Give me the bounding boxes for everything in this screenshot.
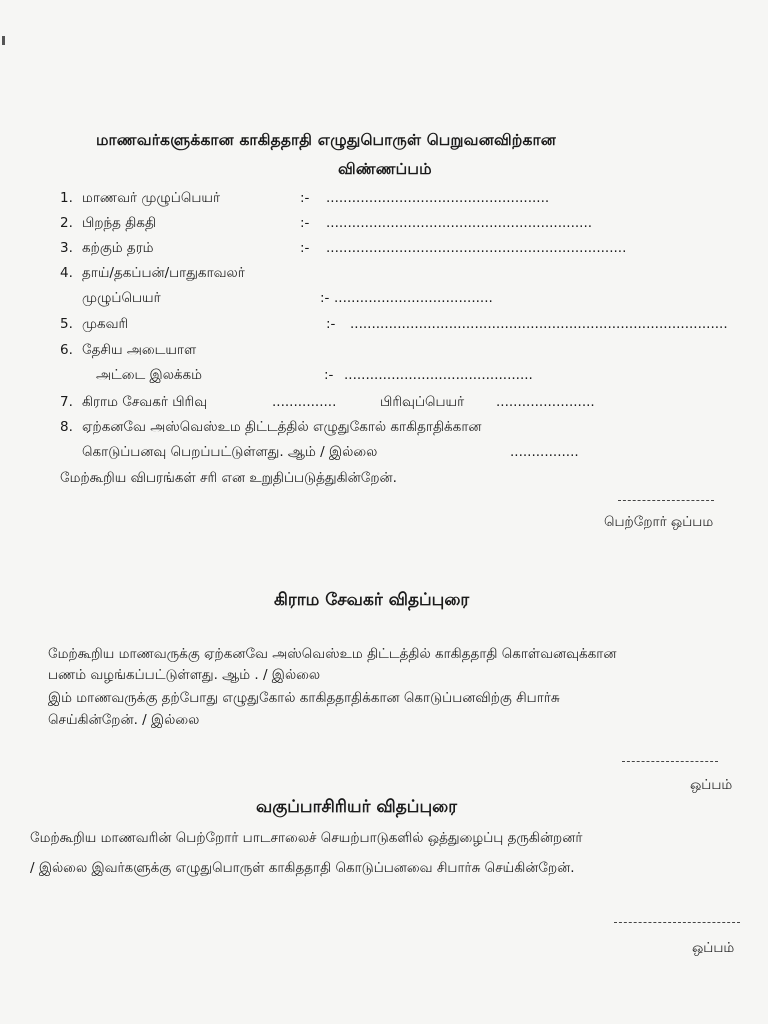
item-1-field[interactable]: .................................................... [326, 190, 550, 206]
item-8-label2: கொடுப்பனவு பெறப்பட்டுள்ளது. ஆம் / இல்லை [82, 444, 378, 460]
item-5: 5. முகவரி [60, 316, 129, 332]
item-label: முகவரி [82, 316, 129, 332]
form-title-line2: விண்ணப்பம் [338, 160, 432, 178]
gs-line-4: செய்கின்றேன். / இல்லை [48, 712, 200, 728]
form-title-line1: மாணவர்களுக்கான காகிததாதி எழுதுபொருள் பெறுவனவிற்கான [96, 131, 556, 149]
item-7-field-b[interactable]: ....................... [496, 394, 595, 410]
teacher-signature-line[interactable] [614, 922, 740, 923]
item-7-field[interactable]: ............... [272, 394, 337, 410]
item-6-label2: அட்டை இலக்கம் [96, 367, 203, 383]
parent-signature-line[interactable] [618, 500, 714, 501]
gs-line-1: மேற்கூறிய மாணவருக்கு ஏற்கனவே அஸ்வெஸ்உம திட்டத்தில் காகிததாதி கொள்வனவுக்கான [48, 646, 617, 662]
item-3: 3. கற்கும் தரம் [60, 240, 154, 256]
item-2-field[interactable]: .............................................................. [326, 215, 593, 231]
gs-signature-line[interactable] [622, 761, 718, 762]
item-3-field[interactable]: ...................................................................... [326, 240, 627, 256]
item-label: தாய்/தகப்பன்/பாதுகாவலர் [82, 265, 245, 281]
item-label: ஏற்கனவே அஸ்வெஸ்உம திட்டத்தில் எழுதுகோல் காகிதாதிக்கான [82, 419, 482, 435]
gs-section-heading: கிராம சேவகர் விதப்புரை [274, 590, 470, 610]
teacher-section-heading: வகுப்பாசிரியர் விதப்புரை [256, 797, 457, 817]
item-label: பிறந்த திகதி [82, 215, 157, 231]
item-label: மாணவர் முழுப்பெயர் [82, 190, 220, 206]
item-1-sep: :- [300, 190, 310, 206]
item-2: 2. பிறந்த திகதி [60, 215, 157, 231]
item-label: கற்கும் தரம் [82, 240, 154, 256]
item-3-sep: :- [300, 240, 310, 256]
parent-signature-label: பெற்றோர் ஒப்பம [604, 514, 714, 530]
item-6-field[interactable]: ............................................ [344, 367, 533, 383]
item-4-sep: :- [320, 290, 330, 306]
teacher-line-2: / இல்லை இவர்களுக்கு எழுதுபொருள் காகிததாதி கொடுப்பனவை சிபார்சு செய்கின்றேன். [30, 860, 575, 876]
scan-mark [2, 36, 5, 45]
item-4-field[interactable]: ..................................... [334, 290, 493, 306]
teacher-signature-label: ஒப்பம் [692, 940, 735, 956]
gs-line-2: பணம் வழங்கப்பட்டுள்ளது. ஆம் . / இல்லை [48, 667, 321, 683]
confirm-text: மேற்கூறிய விபரங்கள் சரி என உறுதிப்படுத்துகின்றேன். [60, 470, 397, 486]
item-6: 6. தேசிய அடையாள [60, 342, 197, 358]
item-5-field[interactable]: ........................................................................................ [350, 316, 728, 332]
item-label: கிராம சேவகர் பிரிவு [82, 394, 208, 410]
item-8-field[interactable]: ................ [510, 444, 579, 460]
item-7-label-b: பிரிவுப்பெயர் [380, 394, 465, 410]
gs-signature-label: ஒப்பம் [690, 777, 733, 793]
item-label: தேசிய அடையாள [82, 342, 197, 358]
item-7: 7. கிராம சேவகர் பிரிவு [60, 394, 208, 410]
item-8: 8. ஏற்கனவே அஸ்வெஸ்உம திட்டத்தில் எழுதுகோல் காகிதாதிக்கான [60, 419, 482, 435]
item-4: 4. தாய்/தகப்பன்/பாதுகாவலர் [60, 265, 245, 281]
item-5-sep: :- [326, 316, 336, 332]
item-4-label2: முழுப்பெயர் [82, 290, 161, 306]
item-1: 1. மாணவர் முழுப்பெயர் [60, 190, 220, 206]
item-2-sep: :- [300, 215, 310, 231]
item-6-sep: :- [324, 367, 334, 383]
teacher-line-1: மேற்கூறிய மாணவரின் பெற்றோர் பாடசாலைச் செயற்பாடுகளில் ஒத்துழைப்பு தருகின்றனர் [30, 830, 583, 846]
gs-line-3: இம் மாணவருக்கு தற்போது எழுதுகோல் காகிததாதிக்கான கொடுப்பனவிற்கு சிபார்சு [48, 690, 560, 706]
